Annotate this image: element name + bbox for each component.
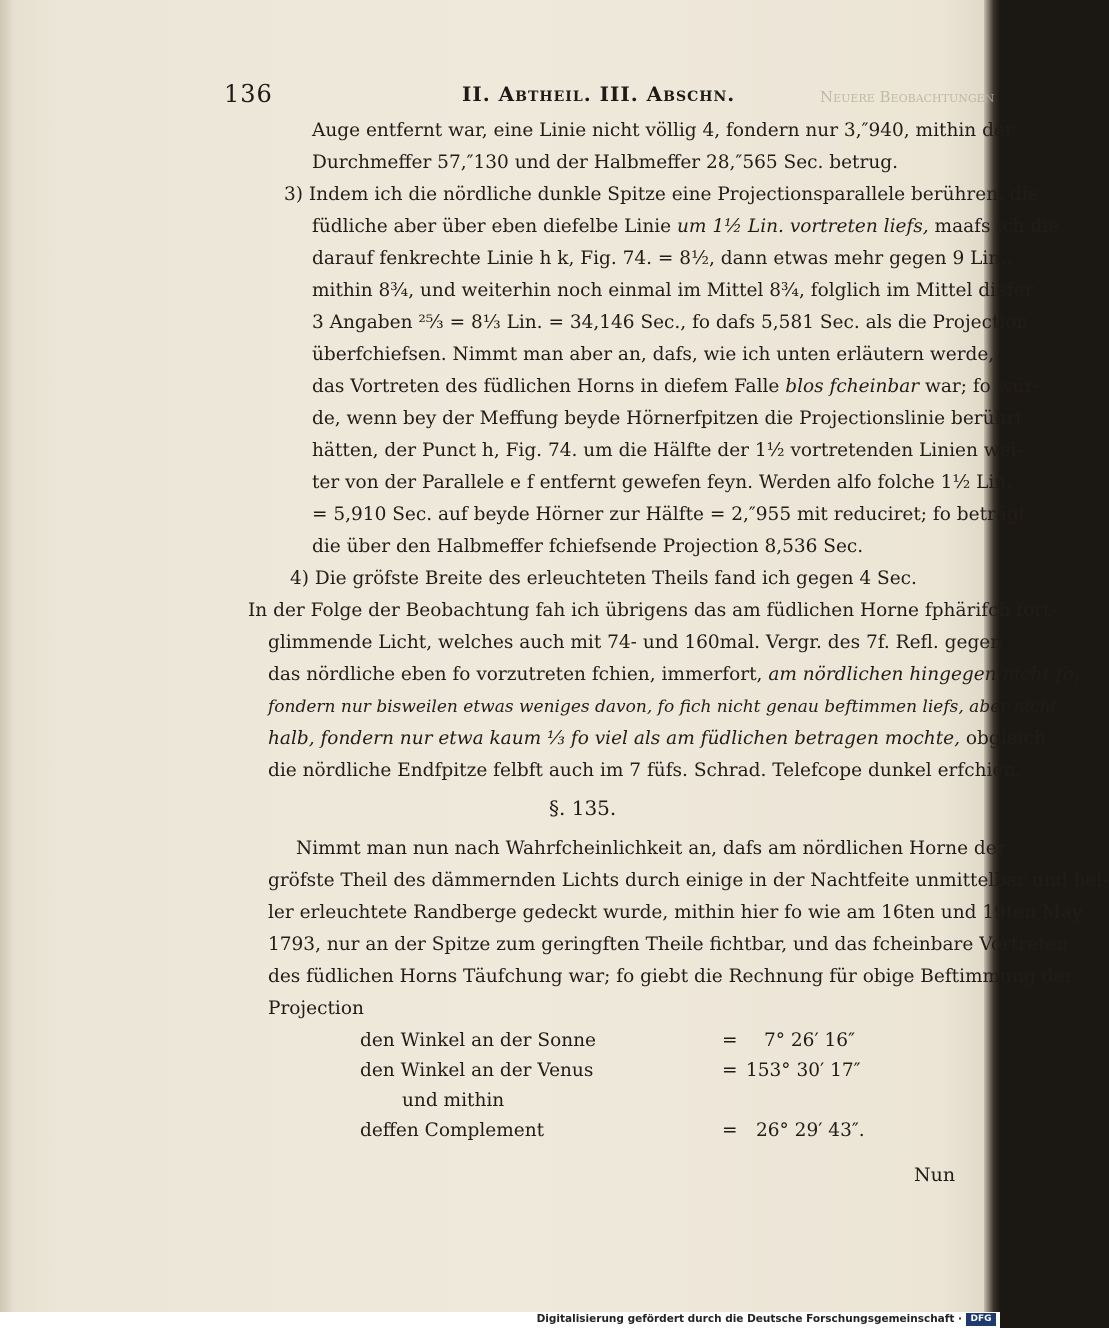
italic-span: um 1½ Lin. vortreten liefs, (677, 216, 929, 237)
text-line: die über den Halbmeffer fchiefsende Projection 8,536 Sec. (312, 536, 864, 557)
italic-span: am nördlichen hingegen nicht fo, (768, 664, 1080, 685)
footer-credit: Digitalisierung gefördert durch die Deutsche Forschungsgemeinschaft · (536, 1313, 962, 1325)
table-equals: = (722, 1030, 738, 1051)
text-span: das Vortreten des füdlichen Horns in diefem Falle (312, 376, 786, 397)
text-span: war; fo wür- (919, 376, 1040, 397)
table-label: und mithin (402, 1090, 505, 1111)
text-line: glimmende Licht, welches auch mit 74- und 160mal. Vergr. des 7f. Refl. gegen (268, 632, 1003, 653)
text-line: ter von der Parallele e f entfernt gewefen feyn. Werden alfo folche 1½ Lin. (312, 472, 1013, 493)
text-span: das nördliche eben fo vorzutreten fchien, immerfort, (268, 664, 769, 685)
text-line: 4) Die gröfste Breite des erleuchteten Theils fand ich gegen 4 Sec. (290, 568, 917, 589)
text-line: hätten, der Punct h, Fig. 74. um die Hälfte der 1½ vortretenden Linien wei- (312, 440, 1023, 461)
text-line (268, 662, 1080, 688)
text-span: füdliche aber über eben diefelbe Linie (312, 216, 678, 237)
table-label: deffen Complement (360, 1120, 545, 1141)
text-line (312, 214, 1059, 240)
text-line: mithin 8¾, und weiterhin noch einmal im Mittel 8¾, folglich im Mittel diefer (312, 280, 1034, 301)
text-line: 1793, nur an der Spitze zum geringften Theile fichtbar, und das fcheinbare Vortreten (268, 934, 1069, 955)
text-line: Auge entfernt war, eine Linie nicht völlig 4, fondern nur 3,″940, mithin der (312, 120, 1014, 141)
text-line: gröfste Theil des dämmernden Lichts durch einige in der Nachtfeite unmittelbar und hel- (268, 870, 1109, 891)
section-heading: §. 135. (549, 796, 617, 820)
italic-span: halb, fondern nur etwa kaum ⅓ fo viel als am füdlichen betragen mochte, (268, 728, 960, 749)
running-title: II. Abtheil. III. Abschn. (462, 82, 736, 106)
table-value: 26° 29′ 43″. (756, 1120, 865, 1141)
bleed-through-text: Neuere Beobachtungen (820, 88, 995, 106)
text-line: Durchmeffer 57,″130 und der Halbmeffer 28,″565 Sec. betrug. (312, 152, 898, 173)
text-line: fondern nur bisweilen etwas weniges davon, fo fich nicht genau beftimmen liefs, aber nicht (268, 697, 1058, 717)
text-line: darauf fenkrechte Linie h k, Fig. 74. = 8½, dann etwas mehr gegen 9 Lin., (312, 248, 1013, 269)
text-line: überfchiefsen. Nimmt man aber an, dafs, wie ich unten erläutern werde, (312, 344, 995, 365)
table-equals: = (722, 1120, 738, 1141)
text-line: ler erleuchtete Randberge gedeckt wurde, mithin hier fo wie am 16ten und 19ten May (268, 902, 1083, 923)
table-value: 7° 26′ 16″ (764, 1030, 855, 1051)
dfg-logo: DFG (966, 1313, 996, 1326)
page-number: 136 (224, 80, 273, 108)
table-label: den Winkel an der Sonne (360, 1030, 596, 1051)
italic-span: blos fcheinbar (785, 376, 920, 397)
text-line: = 5,910 Sec. auf beyde Hörner zur Hälfte = 2,″955 mit reduciret; fo beträgt (312, 504, 1027, 525)
page-header (0, 80, 1000, 116)
text-line: 3 Angaben ²⁵⁄₃ = 8⅓ Lin. = 34,146 Sec., fo dafs 5,581 Sec. als die Projection (312, 312, 1029, 333)
text-line: Projection (268, 998, 364, 1019)
text-span: maafs ich die (928, 216, 1060, 237)
text-line (312, 374, 1040, 400)
text-line (268, 726, 1046, 752)
text-line: des füdlichen Horns Täufchung war; fo giebt die Rechnung für obige Beftimmung der (268, 966, 1074, 987)
catchword: Nun (914, 1164, 956, 1186)
text-line: de, wenn bey der Meffung beyde Hörnerfpitzen die Projectionslinie berührt (312, 408, 1023, 429)
text-span: obgleich (959, 728, 1046, 749)
table-equals: = (722, 1060, 738, 1081)
text-line: 3) Indem ich die nördliche dunkle Spitze eine Projectionsparallele berühren, die (284, 184, 1039, 205)
text-line: die nördliche Endfpitze felbft auch im 7 füfs. Schrad. Telefcope dunkel erfchien. (268, 760, 1022, 781)
digitization-footer (0, 1312, 1000, 1328)
text-line: Nimmt man nun nach Wahrfcheinlichkeit an, dafs am nördlichen Horne der (296, 838, 1006, 859)
table-label: den Winkel an der Venus (360, 1060, 594, 1081)
table-value: 153° 30′ 17″ (746, 1060, 861, 1081)
text-line: In der Folge der Beobachtung fah ich übrigens das am füdlichen Horne fphärifch fort- (248, 600, 1057, 621)
